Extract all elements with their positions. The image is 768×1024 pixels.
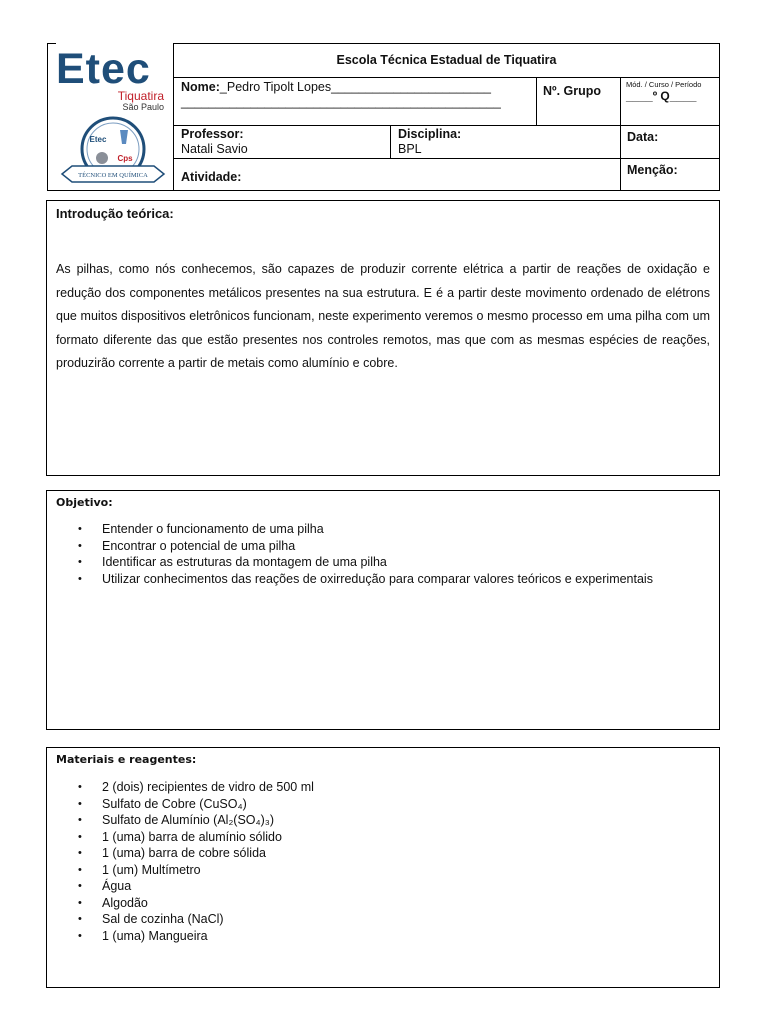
list-item: • 1 (uma) barra de alumínio sólido bbox=[102, 829, 710, 846]
list-item: • Sulfato de Alumínio (Al₂(SO₄)₃) bbox=[102, 812, 710, 829]
nome-value[interactable]: _Pedro Tipolt Lopes_______________________ bbox=[219, 80, 491, 94]
logo-city: Tiquatira bbox=[117, 89, 164, 103]
list-item: • Sal de cozinha (NaCl) bbox=[102, 911, 710, 928]
list-item: • Identificar as estruturas da montagem de uma pilha bbox=[102, 554, 710, 571]
list-item: • 2 (dois) recipientes de vidro de 500 ml bbox=[102, 779, 710, 796]
modulo-cell[interactable] bbox=[620, 77, 719, 125]
etec-logo bbox=[47, 43, 174, 191]
chemistry-seal-icon bbox=[58, 116, 168, 188]
disciplina-label: Disciplina: bbox=[398, 127, 462, 141]
school-name: Escola Técnica Estadual de Tiquatira bbox=[336, 53, 557, 67]
nome-cell bbox=[174, 77, 536, 125]
data-label: Data: bbox=[627, 130, 659, 144]
logo-state: São Paulo bbox=[122, 102, 164, 112]
logo-word: Etec bbox=[56, 45, 151, 93]
list-item: • Água bbox=[102, 878, 710, 895]
mencao-cell[interactable] bbox=[620, 158, 719, 190]
intro-text: As pilhas, como nós conhecemos, são capazes de produzir corrente elétrica a partir de reações de oxidação e redução dos componentes metálicos presentes na sua estrutura. E é a partir deste movimento ordenado de elétrons que muitos dispositivos eletrônicos funcionam, neste experimento veremos o mesmo processo em uma pilha com um formato diferente das que estão presentes nos controles remotos, mas que com as mesmas espécies de reações, produzirão corrente a partir de metais como alumínio e cobre. bbox=[56, 262, 710, 370]
atividade-cell[interactable] bbox=[174, 158, 620, 190]
seal-ribbon-label: TÉCNICO EM QUÍMICA bbox=[78, 172, 148, 179]
grupo-label: Nº. Grupo bbox=[543, 84, 602, 98]
header-grid bbox=[173, 43, 720, 191]
disciplina-value: BPL bbox=[398, 142, 422, 156]
objetivo-title: Objetivo: bbox=[56, 496, 113, 509]
professor-label: Professor: bbox=[181, 127, 244, 141]
data-cell[interactable] bbox=[620, 125, 719, 158]
atividade-label: Atividade: bbox=[181, 170, 242, 184]
list-item: • Utilizar conhecimentos das reações de oxirredução para comparar valores teóricos e experimentais bbox=[102, 571, 710, 588]
nome-second-line[interactable]: ______________________________________________ bbox=[181, 95, 501, 109]
grupo-cell[interactable] bbox=[536, 77, 620, 125]
modulo-value: ____º Q____ bbox=[626, 89, 697, 103]
intro-section bbox=[46, 200, 720, 476]
objetivo-section bbox=[46, 490, 720, 730]
list-item: • 1 (uma) Mangueira bbox=[102, 928, 710, 945]
list-item: • Entender o funcionamento de uma pilha bbox=[102, 521, 710, 538]
list-item: • Algodão bbox=[102, 895, 710, 912]
list-item: • 1 (um) Multímetro bbox=[102, 862, 710, 879]
professor-value: Natali Savio bbox=[181, 142, 248, 156]
materiais-list bbox=[56, 779, 710, 944]
professor-cell bbox=[174, 125, 390, 158]
list-item: • Sulfato de Cobre (CuSO₄) bbox=[102, 796, 710, 813]
list-item: • Encontrar o potencial de uma pilha bbox=[102, 538, 710, 555]
seal-right-label: Cps bbox=[117, 154, 133, 163]
seal-left-label: Etec bbox=[89, 135, 107, 144]
disciplina-cell bbox=[390, 125, 620, 158]
modulo-label: Mód. / Curso / Período bbox=[626, 80, 702, 89]
list-item: • 1 (uma) barra de cobre sólida bbox=[102, 845, 710, 862]
materiais-section bbox=[46, 747, 720, 988]
header bbox=[47, 43, 720, 192]
materiais-title: Materiais e reagentes: bbox=[56, 753, 197, 766]
objetivo-list bbox=[56, 521, 710, 587]
mencao-label: Menção: bbox=[627, 163, 678, 177]
intro-title: Introdução teórica: bbox=[56, 206, 174, 221]
nome-label: Nome: bbox=[181, 80, 220, 94]
